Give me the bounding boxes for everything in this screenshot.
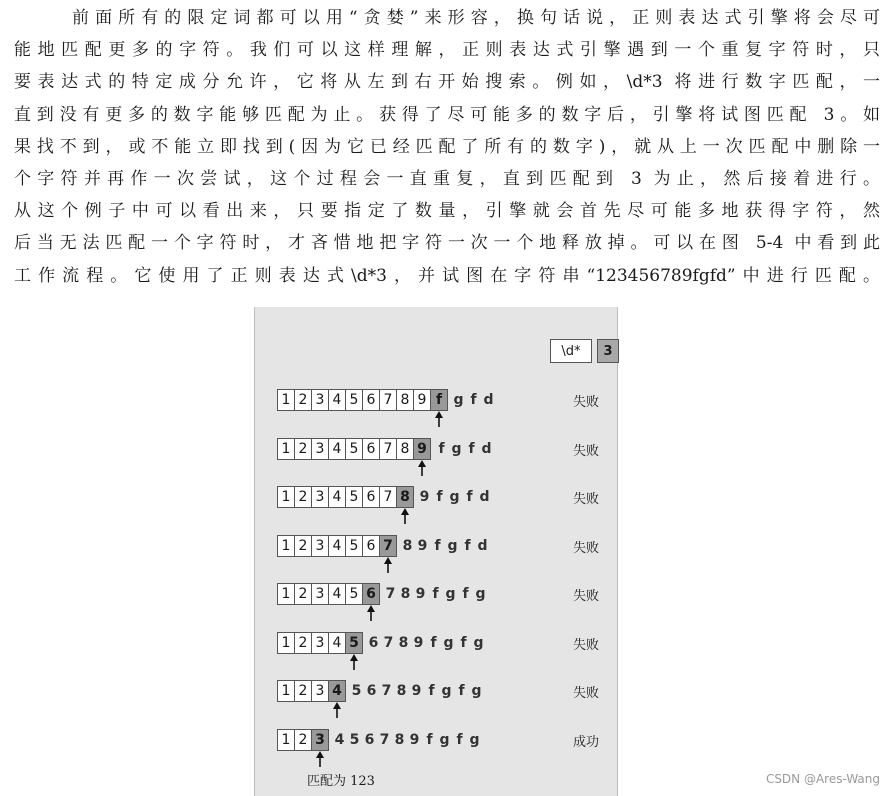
remaining-char: f — [464, 537, 471, 554]
char-cell: 2 — [294, 632, 312, 654]
char-cell: 3 — [311, 583, 329, 605]
char-cell: 8 — [396, 438, 414, 460]
string-cells — [277, 486, 492, 508]
char-cell: 2 — [294, 438, 312, 460]
remaining-char: f — [438, 440, 445, 457]
char-cell: 7 — [379, 389, 397, 411]
paragraph-line: 前面所有的限定词都可以用“贪婪”来形容，换句话说，正则表达式引擎将会尽可 — [72, 8, 880, 28]
remaining-char: d — [479, 489, 490, 505]
remaining-char: f — [468, 440, 475, 457]
match-step-row — [277, 583, 617, 605]
remaining-chars — [383, 583, 488, 605]
paragraph-line: 能地匹配更多的字符。我们可以这样理解，正则表达式引擎遇到一个重复字符时，只 — [14, 40, 880, 61]
remaining-char: f — [432, 586, 439, 602]
char-cell: 3 — [311, 389, 329, 411]
char-cell: 6 — [362, 486, 380, 508]
step-status: 成功 — [573, 734, 600, 750]
match-step-row — [277, 486, 617, 508]
char-cell: 9 — [413, 389, 431, 411]
string-cells — [277, 438, 494, 460]
char-cell: 4 — [328, 389, 346, 411]
char-cell: 2 — [294, 729, 312, 751]
char-cell: 3 — [311, 486, 329, 508]
char-cell: 1 — [277, 486, 295, 508]
remaining-char: 7 — [379, 731, 390, 748]
match-step-row — [277, 535, 617, 557]
remaining-char: 6 — [364, 731, 375, 748]
match-step-row — [277, 632, 617, 654]
target-legend: 3 — [597, 339, 619, 363]
remaining-char: g — [451, 440, 462, 457]
remaining-chars — [451, 389, 496, 411]
char-cell: 6 — [362, 438, 380, 460]
remaining-chars — [366, 632, 486, 654]
remaining-char: 6 — [366, 683, 377, 699]
match-step-row — [277, 438, 617, 460]
step-status: 失败 — [573, 540, 600, 556]
string-cells — [277, 389, 496, 411]
paragraph-line: 工作流程。它使用了正则表达式\d*3，并试图在字符串“123456789fgfd”中进行匹配。 — [14, 265, 880, 286]
remaining-char: 9 — [413, 634, 424, 651]
remaining-char: 9 — [411, 683, 422, 699]
remaining-char: g — [469, 731, 480, 748]
remaining-char: 9 — [417, 537, 428, 554]
remaining-char: g — [445, 586, 456, 602]
remaining-chars — [349, 680, 484, 702]
figure-caption: 匹配为 123 — [307, 774, 375, 789]
remaining-char: f — [456, 731, 463, 748]
remaining-char: 8 — [400, 586, 411, 602]
step-status: 失败 — [573, 492, 600, 507]
pointer-arrow-icon — [383, 557, 393, 573]
char-cell: 5 — [345, 535, 363, 557]
step-status: 失败 — [573, 686, 600, 701]
char-cell: 6 — [362, 535, 380, 557]
paragraph-line: 果找不到，或不能立即找到(因为它已经匹配了所有的数字)，就从上一次匹配中删除一 — [14, 136, 880, 157]
char-cell: 2 — [294, 583, 312, 605]
current-position-cell: f — [430, 389, 448, 411]
char-cell: 1 — [277, 680, 295, 702]
pointer-arrow-icon — [349, 654, 359, 670]
char-cell: 4 — [328, 486, 346, 508]
char-cell: 2 — [294, 680, 312, 702]
paragraph-line: 要表达式的特定成分允许，它将从左到右开始搜索。例如，\d*3 将进行数字匹配，一 — [14, 72, 880, 93]
remaining-char: d — [483, 392, 494, 408]
remaining-char: 7 — [383, 634, 394, 651]
remaining-char: d — [481, 440, 492, 457]
char-cell: 3 — [311, 438, 329, 460]
remaining-char: g — [443, 634, 454, 651]
pointer-arrow-icon — [315, 751, 325, 767]
string-cells — [277, 680, 484, 702]
char-cell: 3 — [311, 680, 329, 702]
remaining-char: 9 — [415, 586, 426, 602]
char-cell: 1 — [277, 632, 295, 654]
remaining-char: f — [466, 489, 473, 505]
char-cell: 5 — [345, 583, 363, 605]
match-step-row — [277, 680, 617, 702]
char-cell: 3 — [311, 632, 329, 654]
char-cell: 4 — [328, 535, 346, 557]
remaining-chars — [400, 535, 490, 557]
remaining-char: 9 — [409, 731, 420, 748]
pointer-arrow-icon — [366, 605, 376, 621]
remaining-char: f — [462, 586, 469, 602]
remaining-char: 5 — [351, 683, 362, 699]
current-position-cell: 4 — [328, 680, 346, 702]
remaining-char: g — [441, 683, 452, 699]
remaining-char: 8 — [394, 731, 405, 748]
char-cell: 1 — [277, 583, 295, 605]
remaining-char: f — [458, 683, 465, 699]
char-cell: 2 — [294, 389, 312, 411]
match-step-row — [277, 389, 617, 411]
remaining-chars — [434, 438, 494, 460]
match-step-row — [277, 729, 617, 751]
current-position-cell: 3 — [311, 729, 329, 751]
remaining-char: 5 — [349, 731, 360, 748]
string-cells — [277, 632, 486, 654]
remaining-chars — [332, 729, 482, 751]
regex-backtracking-figure — [254, 307, 618, 796]
step-status: 失败 — [573, 395, 600, 410]
char-cell: 4 — [328, 438, 346, 460]
char-cell: 2 — [294, 486, 312, 508]
char-cell: 4 — [328, 632, 346, 654]
char-cell: 5 — [345, 389, 363, 411]
pattern-legend: \d* — [550, 339, 592, 363]
step-status: 失败 — [573, 637, 600, 653]
remaining-char: g — [447, 537, 458, 554]
remaining-char: g — [449, 489, 460, 505]
remaining-char: 7 — [381, 683, 392, 699]
pointer-arrow-icon — [417, 460, 427, 476]
char-cell: 1 — [277, 535, 295, 557]
watermark: CSDN @Ares-Wang — [765, 772, 880, 786]
char-cell: 6 — [362, 389, 380, 411]
char-cell: 1 — [277, 389, 295, 411]
remaining-chars — [417, 486, 492, 508]
char-cell: 1 — [277, 729, 295, 751]
remaining-char: f — [426, 731, 433, 748]
paragraph-line: 从这个例子中可以看出来，只要指定了数量，引擎就会首先尽可能多地获得字符，然 — [14, 201, 880, 222]
remaining-char: 8 — [396, 683, 407, 699]
current-position-cell: 9 — [413, 438, 431, 460]
step-status: 失败 — [573, 589, 600, 604]
paragraph-line: 直到没有更多的数字能够匹配为止。获得了尽可能多的数字后，引擎将试图匹配 3。如 — [14, 104, 880, 125]
pointer-arrow-icon — [332, 702, 342, 718]
remaining-char: g — [471, 683, 482, 699]
char-cell: 8 — [396, 389, 414, 411]
char-cell: 5 — [345, 438, 363, 460]
string-cells — [277, 729, 482, 751]
remaining-char: f — [470, 392, 477, 408]
char-cell: 7 — [379, 486, 397, 508]
char-cell: 1 — [277, 438, 295, 460]
remaining-char: g — [439, 731, 450, 748]
remaining-char: 6 — [368, 634, 379, 651]
remaining-char: f — [434, 537, 441, 554]
remaining-char: 8 — [398, 634, 409, 651]
remaining-char: g — [453, 392, 464, 408]
string-cells — [277, 583, 488, 605]
remaining-char: 7 — [385, 586, 396, 602]
char-cell: 4 — [328, 583, 346, 605]
body-paragraph — [14, 2, 880, 292]
remaining-char: g — [473, 634, 484, 651]
char-cell: 2 — [294, 535, 312, 557]
remaining-char: f — [436, 489, 443, 505]
string-cells — [277, 535, 490, 557]
remaining-char: 8 — [402, 537, 413, 554]
char-cell: 3 — [311, 535, 329, 557]
pointer-arrow-icon — [400, 508, 410, 524]
remaining-char: 9 — [419, 489, 430, 505]
remaining-char: f — [430, 634, 437, 651]
paragraph-line: 后当无法匹配一个字符时，才吝惜地把字符一次一个地释放掉。可以在图 5-4 中看到此 — [14, 233, 880, 254]
current-position-cell: 7 — [379, 535, 397, 557]
char-cell: 7 — [379, 438, 397, 460]
remaining-char: g — [475, 586, 486, 602]
step-status: 失败 — [573, 443, 600, 459]
remaining-char: d — [477, 537, 488, 554]
current-position-cell: 8 — [396, 486, 414, 508]
char-cell: 5 — [345, 486, 363, 508]
current-position-cell: 6 — [362, 583, 380, 605]
remaining-char: f — [460, 634, 467, 651]
paragraph-line: 个字符并再作一次尝试，这个过程会一直重复，直到匹配到 3 为止，然后接着进行。 — [14, 169, 880, 190]
pointer-arrow-icon — [434, 411, 444, 427]
remaining-char: 4 — [334, 731, 345, 748]
remaining-char: f — [428, 683, 435, 699]
current-position-cell: 5 — [345, 632, 363, 654]
